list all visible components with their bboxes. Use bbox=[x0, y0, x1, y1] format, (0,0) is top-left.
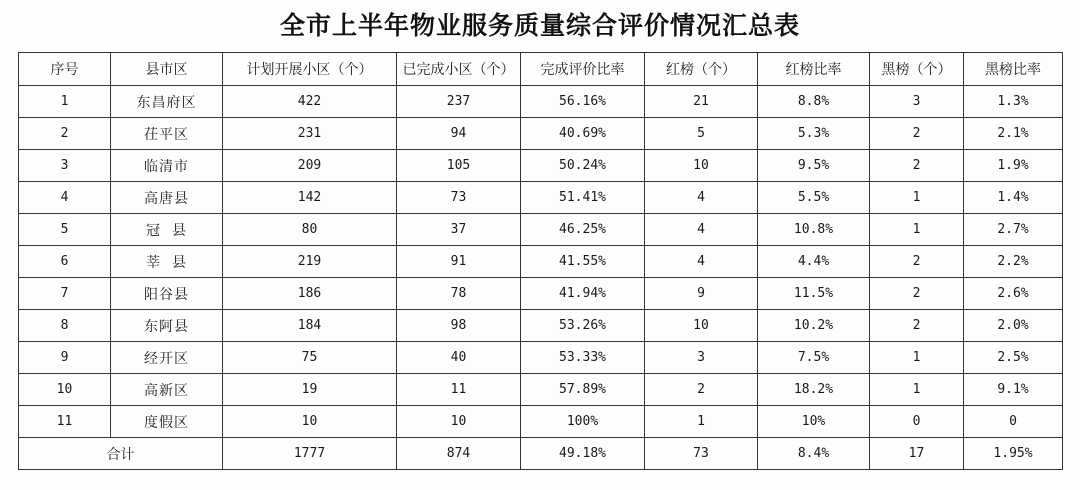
cell-district: 临清市 bbox=[111, 150, 223, 182]
cell-district: 经开区 bbox=[111, 342, 223, 374]
header-cell-black-list: 黑榜（个） bbox=[870, 53, 964, 86]
cell-black-rate: 2.5% bbox=[964, 342, 1063, 374]
cell-district: 阳谷县 bbox=[111, 278, 223, 310]
cell-planned: 75 bbox=[223, 342, 397, 374]
table-row bbox=[19, 150, 1063, 182]
table-row bbox=[19, 278, 1063, 310]
cell-red-list: 1 bbox=[645, 406, 758, 438]
cell-red-list: 9 bbox=[645, 278, 758, 310]
cell-completion-rate: 53.33% bbox=[521, 342, 645, 374]
table-row bbox=[19, 86, 1063, 118]
cell-completion-rate: 56.16% bbox=[521, 86, 645, 118]
header-cell-completed: 已完成小区（个） bbox=[397, 53, 521, 86]
cell-index: 4 bbox=[19, 182, 111, 214]
header-cell-black-rate: 黑榜比率 bbox=[964, 53, 1063, 86]
cell-black-rate: 1.4% bbox=[964, 182, 1063, 214]
cell-black-list: 2 bbox=[870, 118, 964, 150]
cell-completion-rate: 40.69% bbox=[521, 118, 645, 150]
cell-red-rate: 10.2% bbox=[758, 310, 870, 342]
cell-completion-rate: 50.24% bbox=[521, 150, 645, 182]
total-red-list: 73 bbox=[645, 438, 758, 470]
table-row bbox=[19, 214, 1063, 246]
cell-completion-rate: 41.94% bbox=[521, 278, 645, 310]
total-row bbox=[19, 438, 1063, 470]
table-row bbox=[19, 374, 1063, 406]
cell-index: 3 bbox=[19, 150, 111, 182]
cell-black-list: 2 bbox=[870, 150, 964, 182]
table-row bbox=[19, 310, 1063, 342]
table-row bbox=[19, 342, 1063, 374]
cell-black-rate: 2.6% bbox=[964, 278, 1063, 310]
cell-red-rate: 10.8% bbox=[758, 214, 870, 246]
total-red-rate: 8.4% bbox=[758, 438, 870, 470]
cell-planned: 184 bbox=[223, 310, 397, 342]
header-row bbox=[19, 53, 1063, 86]
cell-black-rate: 1.3% bbox=[964, 86, 1063, 118]
cell-red-rate: 10% bbox=[758, 406, 870, 438]
cell-black-rate: 9.1% bbox=[964, 374, 1063, 406]
page-title: 全市上半年物业服务质量综合评价情况汇总表 bbox=[279, 11, 800, 40]
cell-index: 8 bbox=[19, 310, 111, 342]
cell-planned: 142 bbox=[223, 182, 397, 214]
cell-black-rate: 1.9% bbox=[964, 150, 1063, 182]
cell-district: 冠 县 bbox=[111, 214, 223, 246]
cell-completed: 237 bbox=[397, 86, 521, 118]
cell-index: 11 bbox=[19, 406, 111, 438]
cell-index: 10 bbox=[19, 374, 111, 406]
cell-index: 1 bbox=[19, 86, 111, 118]
cell-index: 7 bbox=[19, 278, 111, 310]
cell-red-rate: 5.5% bbox=[758, 182, 870, 214]
cell-black-list: 3 bbox=[870, 86, 964, 118]
table-header bbox=[19, 53, 1063, 86]
cell-black-rate: 2.0% bbox=[964, 310, 1063, 342]
cell-district: 高唐县 bbox=[111, 182, 223, 214]
cell-completed: 98 bbox=[397, 310, 521, 342]
table-row bbox=[19, 246, 1063, 278]
cell-red-list: 10 bbox=[645, 150, 758, 182]
cell-completed: 105 bbox=[397, 150, 521, 182]
cell-red-list: 2 bbox=[645, 374, 758, 406]
cell-black-rate: 2.1% bbox=[964, 118, 1063, 150]
cell-red-rate: 8.8% bbox=[758, 86, 870, 118]
total-black-rate: 1.95% bbox=[964, 438, 1063, 470]
cell-completed: 11 bbox=[397, 374, 521, 406]
cell-black-rate: 2.7% bbox=[964, 214, 1063, 246]
cell-district: 度假区 bbox=[111, 406, 223, 438]
cell-completed: 10 bbox=[397, 406, 521, 438]
cell-black-list: 2 bbox=[870, 246, 964, 278]
cell-district: 东昌府区 bbox=[111, 86, 223, 118]
cell-planned: 80 bbox=[223, 214, 397, 246]
cell-planned: 422 bbox=[223, 86, 397, 118]
cell-black-list: 1 bbox=[870, 182, 964, 214]
cell-red-list: 3 bbox=[645, 342, 758, 374]
header-cell-district: 县市区 bbox=[111, 53, 223, 86]
header-cell-completion-rate: 完成评价比率 bbox=[521, 53, 645, 86]
cell-planned: 186 bbox=[223, 278, 397, 310]
cell-red-list: 21 bbox=[645, 86, 758, 118]
cell-district: 东阿县 bbox=[111, 310, 223, 342]
cell-planned: 19 bbox=[223, 374, 397, 406]
cell-completion-rate: 51.41% bbox=[521, 182, 645, 214]
cell-district: 高新区 bbox=[111, 374, 223, 406]
cell-completed: 40 bbox=[397, 342, 521, 374]
cell-red-rate: 5.3% bbox=[758, 118, 870, 150]
cell-completion-rate: 100% bbox=[521, 406, 645, 438]
table-row bbox=[19, 182, 1063, 214]
cell-planned: 231 bbox=[223, 118, 397, 150]
header-cell-planned: 计划开展小区（个） bbox=[223, 53, 397, 86]
cell-completed: 94 bbox=[397, 118, 521, 150]
cell-black-list: 1 bbox=[870, 214, 964, 246]
cell-index: 5 bbox=[19, 214, 111, 246]
cell-completion-rate: 41.55% bbox=[521, 246, 645, 278]
total-completion-rate: 49.18% bbox=[521, 438, 645, 470]
cell-black-rate: 0 bbox=[964, 406, 1063, 438]
table-body bbox=[19, 86, 1063, 470]
header-cell-red-rate: 红榜比率 bbox=[758, 53, 870, 86]
cell-completion-rate: 53.26% bbox=[521, 310, 645, 342]
cell-completed: 78 bbox=[397, 278, 521, 310]
total-label: 合计 bbox=[19, 438, 223, 470]
cell-black-list: 2 bbox=[870, 310, 964, 342]
cell-red-list: 10 bbox=[645, 310, 758, 342]
summary-table bbox=[18, 52, 1063, 470]
cell-black-list: 1 bbox=[870, 342, 964, 374]
cell-red-rate: 4.4% bbox=[758, 246, 870, 278]
cell-black-list: 0 bbox=[870, 406, 964, 438]
header-cell-red-list: 红榜（个） bbox=[645, 53, 758, 86]
cell-red-list: 4 bbox=[645, 214, 758, 246]
cell-planned: 10 bbox=[223, 406, 397, 438]
cell-planned: 219 bbox=[223, 246, 397, 278]
cell-red-rate: 9.5% bbox=[758, 150, 870, 182]
cell-index: 6 bbox=[19, 246, 111, 278]
cell-red-list: 4 bbox=[645, 246, 758, 278]
cell-completion-rate: 46.25% bbox=[521, 214, 645, 246]
table-row bbox=[19, 118, 1063, 150]
cell-district: 茌平区 bbox=[111, 118, 223, 150]
total-planned: 1777 bbox=[223, 438, 397, 470]
cell-index: 2 bbox=[19, 118, 111, 150]
cell-completed: 73 bbox=[397, 182, 521, 214]
total-black-list: 17 bbox=[870, 438, 964, 470]
cell-index: 9 bbox=[19, 342, 111, 374]
cell-red-rate: 18.2% bbox=[758, 374, 870, 406]
cell-completion-rate: 57.89% bbox=[521, 374, 645, 406]
cell-red-list: 5 bbox=[645, 118, 758, 150]
cell-completed: 37 bbox=[397, 214, 521, 246]
cell-planned: 209 bbox=[223, 150, 397, 182]
cell-red-rate: 11.5% bbox=[758, 278, 870, 310]
cell-black-list: 2 bbox=[870, 278, 964, 310]
table-row bbox=[19, 406, 1063, 438]
cell-black-rate: 2.2% bbox=[964, 246, 1063, 278]
cell-completed: 91 bbox=[397, 246, 521, 278]
total-completed: 874 bbox=[397, 438, 521, 470]
cell-black-list: 1 bbox=[870, 374, 964, 406]
cell-district: 莘 县 bbox=[111, 246, 223, 278]
cell-red-list: 4 bbox=[645, 182, 758, 214]
header-cell-index: 序号 bbox=[19, 53, 111, 86]
cell-red-rate: 7.5% bbox=[758, 342, 870, 374]
